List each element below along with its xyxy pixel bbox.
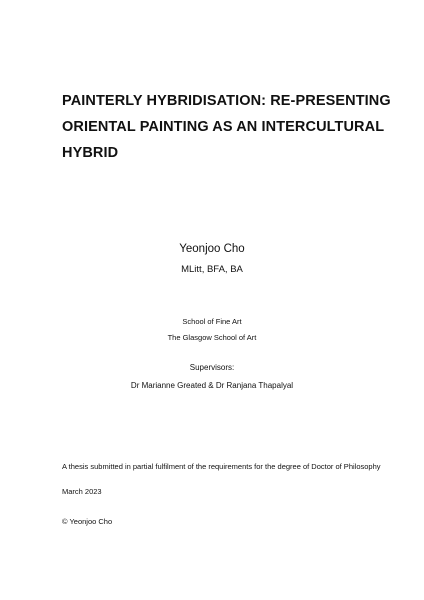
thesis-statement: A thesis submitted in partial fulfilment of the requirements for the degree of Doctor of Philosophy [62, 462, 381, 471]
institution-name: The Glasgow School of Art [167, 333, 257, 342]
supervisors-names: Dr Marianne Greated & Dr Ranjana Thapalyal [130, 381, 294, 390]
thesis-title-line-3: HYBRID [62, 145, 119, 161]
author-name: Yeonjoo Cho [179, 243, 245, 255]
submission-date: March 2023 [62, 487, 102, 496]
thesis-title-line-1: PAINTERLY HYBRIDISATION: RE-PRESENTING [62, 93, 391, 109]
school-name: School of Fine Art [182, 317, 242, 326]
author-degrees: MLitt, BFA, BA [181, 264, 243, 275]
supervisors-label: Supervisors: [189, 363, 235, 372]
thesis-title-line-2: ORIENTAL PAINTING AS AN INTERCULTURAL [62, 119, 385, 135]
thesis-title [62, 88, 402, 166]
copyright-notice: © Yeonjoo Cho [62, 517, 113, 526]
